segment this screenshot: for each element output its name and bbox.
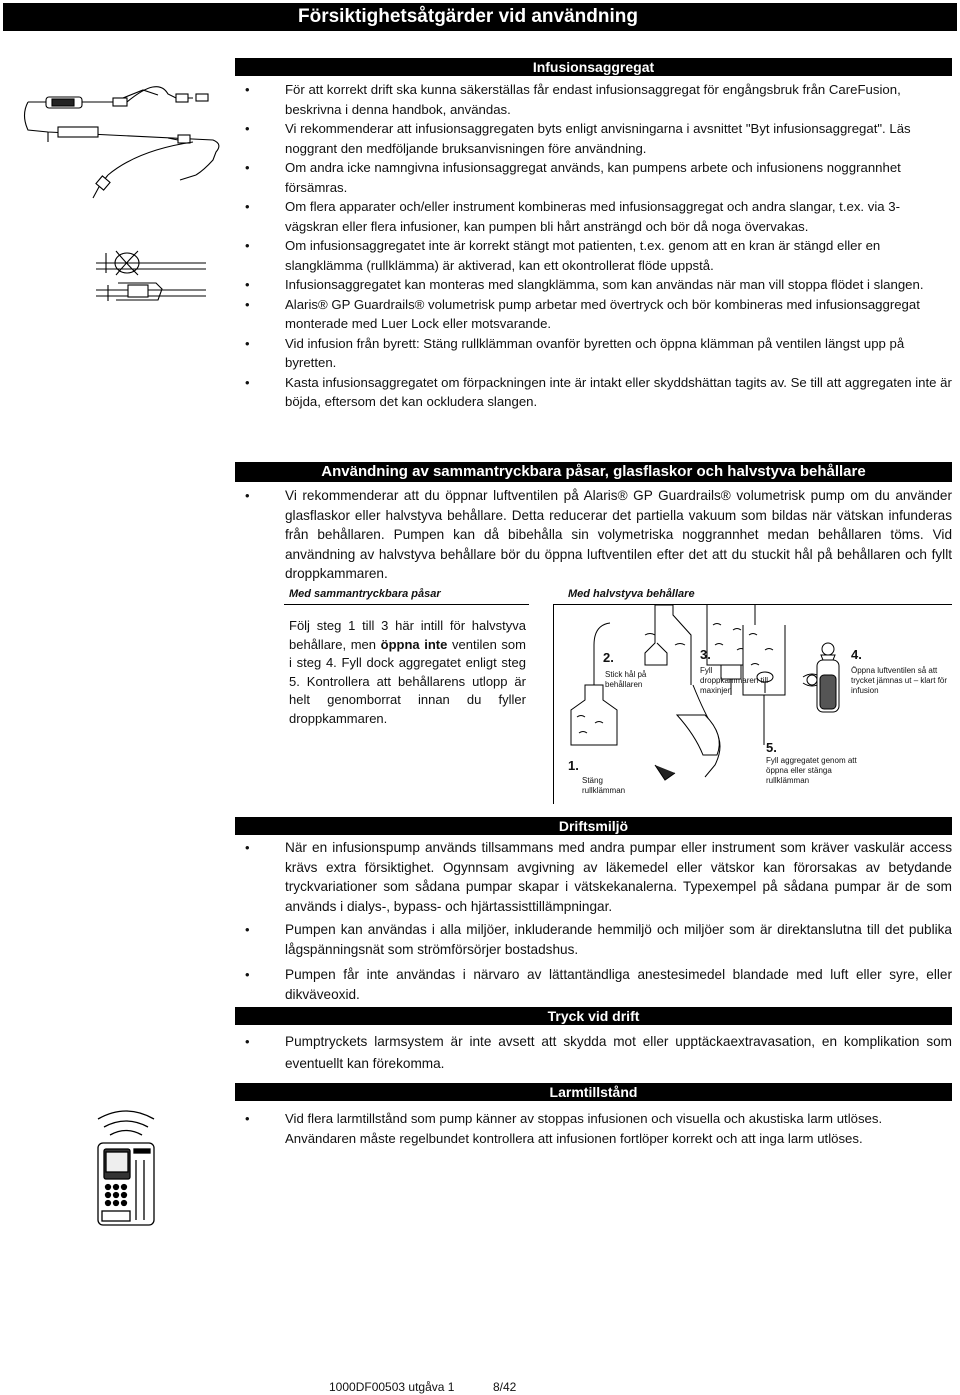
collapsible-bag-instructions <box>289 617 526 728</box>
list-item: • För att korrekt drift ska kunna säkerställas får endast infusionsaggregat för engångsbruk från CareFusion, beskrivna i denna handbok, användas. <box>236 80 952 119</box>
containers-text-a: Vi rekommenderar att du öppnar luftventilen på Alaris® GP Guardrails® volumetrisk pump om du använder glasflaskor eller halvstyva behållare. Detta reducerar det partiella vakuum som bildas när vätskan infunderas från behållaren. Pumpen kan då bibehålla sin volymetriska noggrannhet medan behållaren töms. <box>285 488 952 542</box>
subheading-divider <box>284 604 529 605</box>
footer-doc-id: 1000DF00503 utgåva 1 <box>329 1380 455 1394</box>
step-number-3: 3. <box>700 647 711 662</box>
subheading-collapsible-bags: Med sammantryckbara påsar <box>289 588 441 600</box>
step-number-5: 5. <box>766 740 777 755</box>
list-item: • Vid infusion från byrett: Stäng rullklämman ovanför byretten och öppna klämman på ventilen längst upp på byretten. <box>236 334 952 373</box>
footer-page-number: 8/42 <box>493 1380 517 1394</box>
list-item <box>236 486 952 584</box>
section-heading-pressure: Tryck vid drift <box>235 1007 952 1025</box>
list-item: • Alaris® GP Guardrails® volumetrisk pump arbetar med övertryck och bör kombineras med infusionsaggregat monterade med Luer Lock eller motsvarande. <box>236 295 952 334</box>
subheading-semirigid: Med halvstyva behållare <box>568 588 695 600</box>
section-heading-containers: Användning av sammantryckbara påsar, glasflaskor och halvstyva behållare <box>235 462 952 482</box>
list-item: • Om andra icke namngivna infusionsaggregat används, kan pumpens arbete och infusionens noggrannhet försämras. <box>236 158 952 197</box>
step-number-2: 2. <box>603 650 614 665</box>
step-number-4: 4. <box>851 647 862 662</box>
step-label-3: Fyll droppkammaren till maxinjen <box>700 666 769 695</box>
roller-clamp-illustration <box>96 245 206 305</box>
list-item: • När en infusionspump används tillsammans med andra pumpar eller instrument som kräver vaskulär access krävs extra försiktighet. Ogynnsam avgivning av läkemedel eller vätskor kan förorsakas av betydande tryckvariationer som sådana pumpar skapar i vätskekanalerna. Typexempel på sådana pumpar är de som används i dialys-, bypass- och hjärtassisttillämpningar. <box>236 838 952 916</box>
instruction-text: Följ steg 1 till 3 här intill för halvstyva behållare, men <box>289 618 526 652</box>
list-item: • Pumpen får inte användas i närvaro av lättantändliga anestesimedel blandade med luft eller syre, eller dikväveoxid. <box>236 965 952 1004</box>
step-label-1: Stäng rullklämman <box>582 776 626 795</box>
containers-text-b: Vid användning av halvstyva behållare bör du öppna luftventilen efter det att du stuckit hål på behållaren och fyllt droppkammaren. <box>285 527 953 581</box>
list-item: • Infusionsaggregatet kan monteras med slangklämma, som kan användas när man vill stoppa flödet i slangen. <box>236 275 952 295</box>
page-title: Försiktighetsåtgärder vid användning <box>3 3 957 31</box>
step-number-1: 1. <box>568 758 579 773</box>
column-divider <box>553 604 554 804</box>
instruction-text: ventilen som i steg 4. Fyll dock aggregatet enligt steg 5. Kontrollera att behållarens utlopp är helt genomborrat innan du fyller droppkammaren. <box>289 636 526 726</box>
pressure-list <box>236 1031 952 1075</box>
infusion-set-list <box>236 80 952 412</box>
list-item: • Om infusionsaggregatet inte är korrekt stängt mot patienten, t.ex. genom att en kran är stängd eller en slangklämma (rullklämma) är aktiverad, kan ett okontrollerat flöde uppstå. <box>236 236 952 275</box>
pump-alarm-illustration <box>86 1105 166 1230</box>
infusion-set-illustration <box>18 80 223 205</box>
section-heading-environment: Driftsmiljö <box>235 817 952 835</box>
list-item: • Vi rekommenderar att infusionsaggregaten byts enligt anvisningarna i avsnittet "Byt infusionsaggregat". Läs noggrant den medföljande bruksanvisningen före användning. <box>236 119 952 158</box>
semirigid-container-diagram <box>565 605 955 800</box>
step-label-4: Öppna luftventilen så att trycket jämnas ut – klart för infusion <box>851 666 948 695</box>
step-label-5: Fyll aggregatet genom att öppna eller stänga rullklämman <box>766 756 857 785</box>
environment-list <box>236 838 952 1004</box>
instruction-emphasis: öppna inte <box>380 636 448 652</box>
section-heading-infusion-set: Infusionsaggregat <box>235 58 952 76</box>
list-item: • Pumpen kan användas i alla miljöer, inkluderande hemmiljö och miljöer som är direktanslutna till det publika lågspänningsnät som strömförsörjer bostadshus. <box>236 920 952 959</box>
list-item: • Om flera apparater och/eller instrument kombineras med infusionsaggregat och andra slangar, t.ex. via 3-vägskran eller flera infusioner, kan pumpen bli hårt ansträngd och bör då noga övervakas. <box>236 197 952 236</box>
list-item: • Kasta infusionsaggregatet om förpackningen inte är intakt eller skyddshättan tagits av. Se till att aggregaten inte är böjda, eftersom det kan ockludera slangen. <box>236 373 952 412</box>
alarm-list <box>236 1109 952 1148</box>
step-label-2: Stick hål på behållaren <box>605 670 647 689</box>
list-item: • Vid flera larmtillstånd som pump känner av stoppas infusionen och visuella och akustiska larm utlöses. Användaren måste regelbundet kontrollera att infusionen fortlöper korrekt och att inga larm utlöses. <box>236 1109 952 1148</box>
section-heading-alarm: Larmtillstånd <box>235 1083 952 1101</box>
list-item: • Pumptryckets larmsystem är inte avsett att skydda mot eller upptäckaextravasation, en komplikation som eventuellt kan förekomma. <box>236 1031 952 1075</box>
containers-list <box>236 486 952 584</box>
